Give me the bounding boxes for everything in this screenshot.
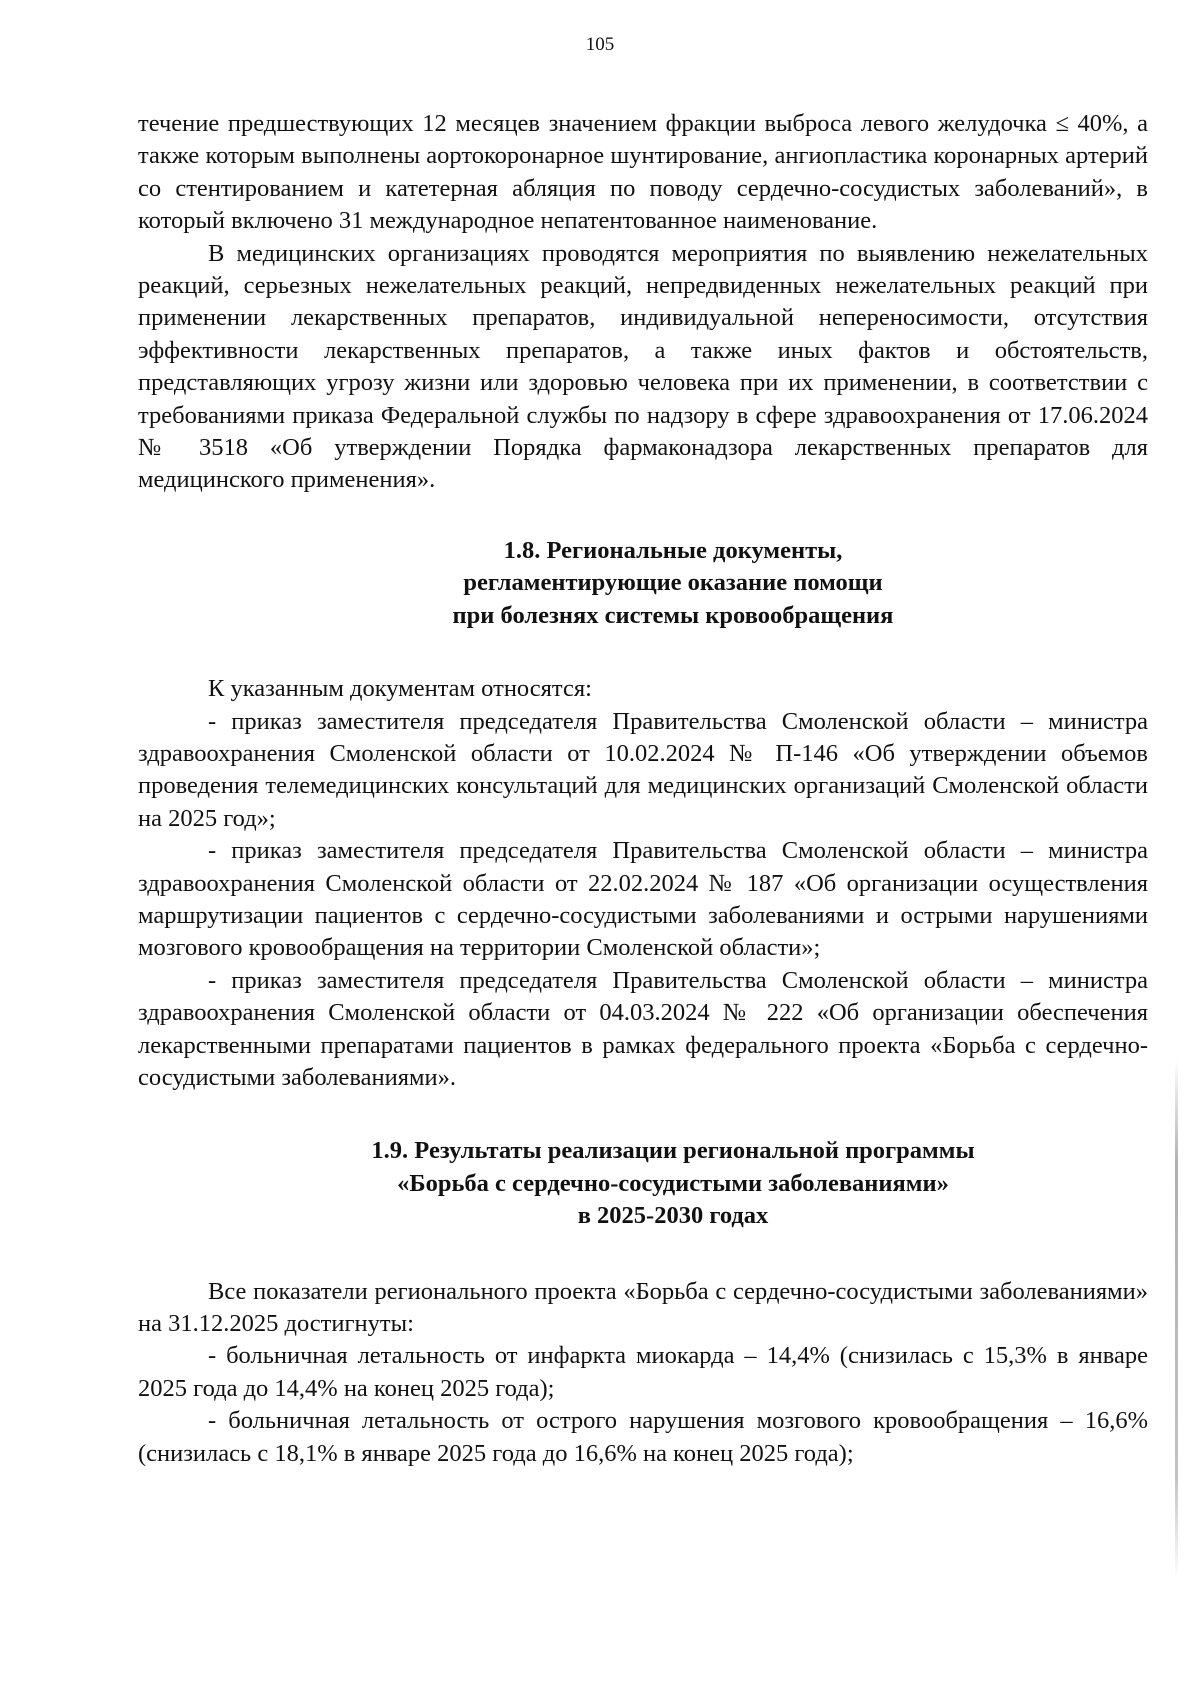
- section-1-8-list-item: - приказ заместителя председателя Правительства Смоленской области – министра здравоохранения Смоленской области от 22.02.2024 № 187 «Об организации осуществления маршрутизации пациентов с сердечно-сосудистыми заболеваниями и острыми нарушениями мозгового кровообращения на территории Смоленской области»;: [138, 837, 1148, 962]
- section-1-8-list-item: - приказ заместителя председателя Правительства Смоленской области – министра здравоохранения Смоленской области от 10.02.2024 № П-146 «Об утверждении объемов проведения телемедицинских консультаций для медицинских организаций Смоленской области на 2025 год»;: [138, 707, 1148, 832]
- section-1-9-paragraph: Все показатели регионального проекта «Борьба с сердечно-сосудистыми заболеваниями» на 31.12.2025 достигнуты:: [138, 1277, 1148, 1337]
- section-1-9-list-item: - больничная летальность от инфаркта миокарда – 14,4% (снизилась с 15,3% в январе 2025 года до 14,4% на конец 2025 года);: [138, 1342, 1148, 1402]
- section-1-9-heading: [138, 1135, 1148, 1232]
- page-number: 105: [585, 34, 615, 55]
- heading-line: «Борьба с сердечно-сосудистыми заболеваниями»: [397, 1169, 949, 1197]
- heading-line: 1.8. Региональные документы,: [503, 536, 843, 564]
- intro-paragraph-1: течение предшествующих 12 месяцев значением фракции выброса левого желудочка ≤ 40%, а также которым выполнены аортокоронарное шунтирование, ангиопластика коронарных артерий со стентированием и катетерная абляция по поводу сердечно-сосудистых заболеваний», в который включено 31 международное непатентованное наименование.: [138, 110, 1148, 235]
- section-1-8-list-item: - приказ заместителя председателя Правительства Смоленской области – министра здравоохранения Смоленской области от 04.03.2024 № 222 «Об организации обеспечения лекарственными препаратами пациентов в рамках федерального проекта «Борьба с сердечно-сосудистыми заболеваниями».: [138, 966, 1148, 1091]
- heading-line: в 2025-2030 годах: [577, 1202, 769, 1230]
- scan-edge-shadow: [1175, 1060, 1178, 1580]
- section-1-8-heading: [138, 535, 1148, 632]
- section-1-9-list-item: - больничная летальность от острого нарушения мозгового кровообращения – 16,6% (снизилась с 18,1% в январе 2025 года до 16,6% на конец 2025 года);: [138, 1407, 1148, 1467]
- document-body: [138, 108, 1148, 1470]
- heading-line: регламентирующие оказание помощи: [463, 569, 883, 597]
- heading-line: при болезнях системы кровообращения: [452, 601, 894, 629]
- section-1-8-paragraph: К указанным документам относятся:: [208, 675, 592, 703]
- intro-paragraph-2: В медицинских организациях проводятся мероприятия по выявлению нежелательных реакций, серьезных нежелательных реакций, непредвиденных нежелательных реакций при применении лекарственных препаратов, индивидуальной непереносимости, отсутствия эффективности лекарственных препаратов, а также иных фактов и обстоятельств, представляющих угрозу жизни или здоровью человека при их применении, в соответствии с требованиями приказа Федеральной службы по надзору в сфере здравоохранения от 17.06.2024 № 3518 «Об утверждении Порядка фармаконадзора лекарственных препаратов для медицинского применения».: [138, 239, 1148, 494]
- heading-line: 1.9. Результаты реализации региональной программы: [371, 1137, 975, 1165]
